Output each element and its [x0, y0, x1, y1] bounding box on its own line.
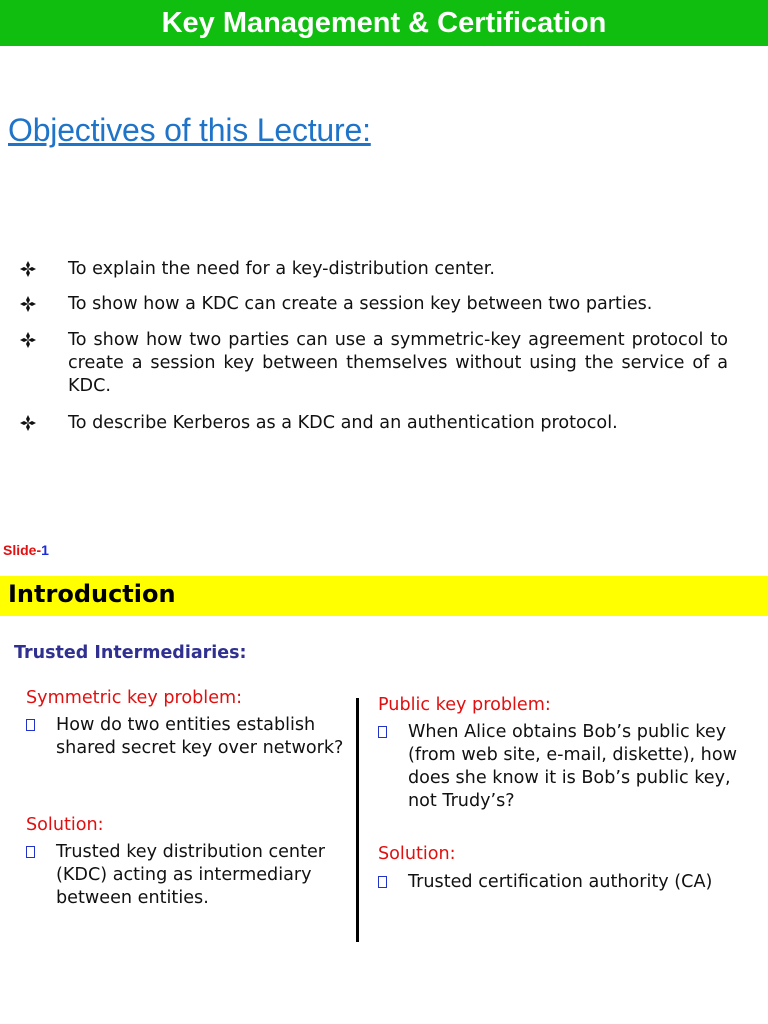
diamond-bullet-icon: [19, 331, 37, 349]
square-bullet-icon: [378, 726, 387, 738]
slide-number: 1: [41, 542, 49, 558]
objective-text: To show how a KDC can create a session key between two parties.: [68, 294, 653, 314]
symmetric-solution-label: Solution:: [26, 815, 104, 835]
public-solution-text: Trusted certification authority (CA): [408, 872, 713, 892]
slide-word: Slide-: [3, 542, 42, 558]
column-divider: [356, 698, 359, 942]
public-problem-text: When Alice obtains Bob’s public key (from web site, e-mail, diskette), how does she know it is Bob’s public key, not Trudy’s?: [408, 722, 737, 811]
public-problem-label: Public key problem:: [378, 695, 551, 715]
objective-text: To show how two parties can use a symmetric-key agreement protocol to create a session key between themselves without using the service of a KDC.: [68, 330, 728, 396]
public-solution-label: Solution:: [378, 844, 456, 864]
introduction-bar: [0, 576, 768, 616]
title-bar: [0, 0, 768, 46]
introduction-heading: Introduction: [8, 580, 176, 608]
diamond-bullet-icon: [19, 295, 37, 313]
square-bullet-icon: [26, 846, 35, 858]
diamond-bullet-icon: [19, 414, 37, 432]
page-title: Key Management & Certification: [161, 6, 607, 39]
symmetric-problem-text: How do two entities establish shared secret key over network?: [56, 715, 344, 758]
symmetric-problem-label: Symmetric key problem:: [26, 688, 243, 708]
symmetric-solution-text: Trusted key distribution center (KDC) acting as intermediary between entities.: [56, 842, 326, 908]
slide-number-label: [3, 542, 49, 558]
objectives-heading: Objectives of this Lecture:: [8, 112, 371, 148]
square-bullet-icon: [26, 719, 35, 731]
trusted-intermediaries-heading: Trusted Intermediaries:: [14, 643, 247, 663]
diamond-bullet-icon: [19, 260, 37, 278]
objective-text: To describe Kerberos as a KDC and an authentication protocol.: [68, 413, 618, 433]
objective-text: To explain the need for a key-distribution center.: [68, 259, 495, 279]
square-bullet-icon: [378, 876, 387, 888]
